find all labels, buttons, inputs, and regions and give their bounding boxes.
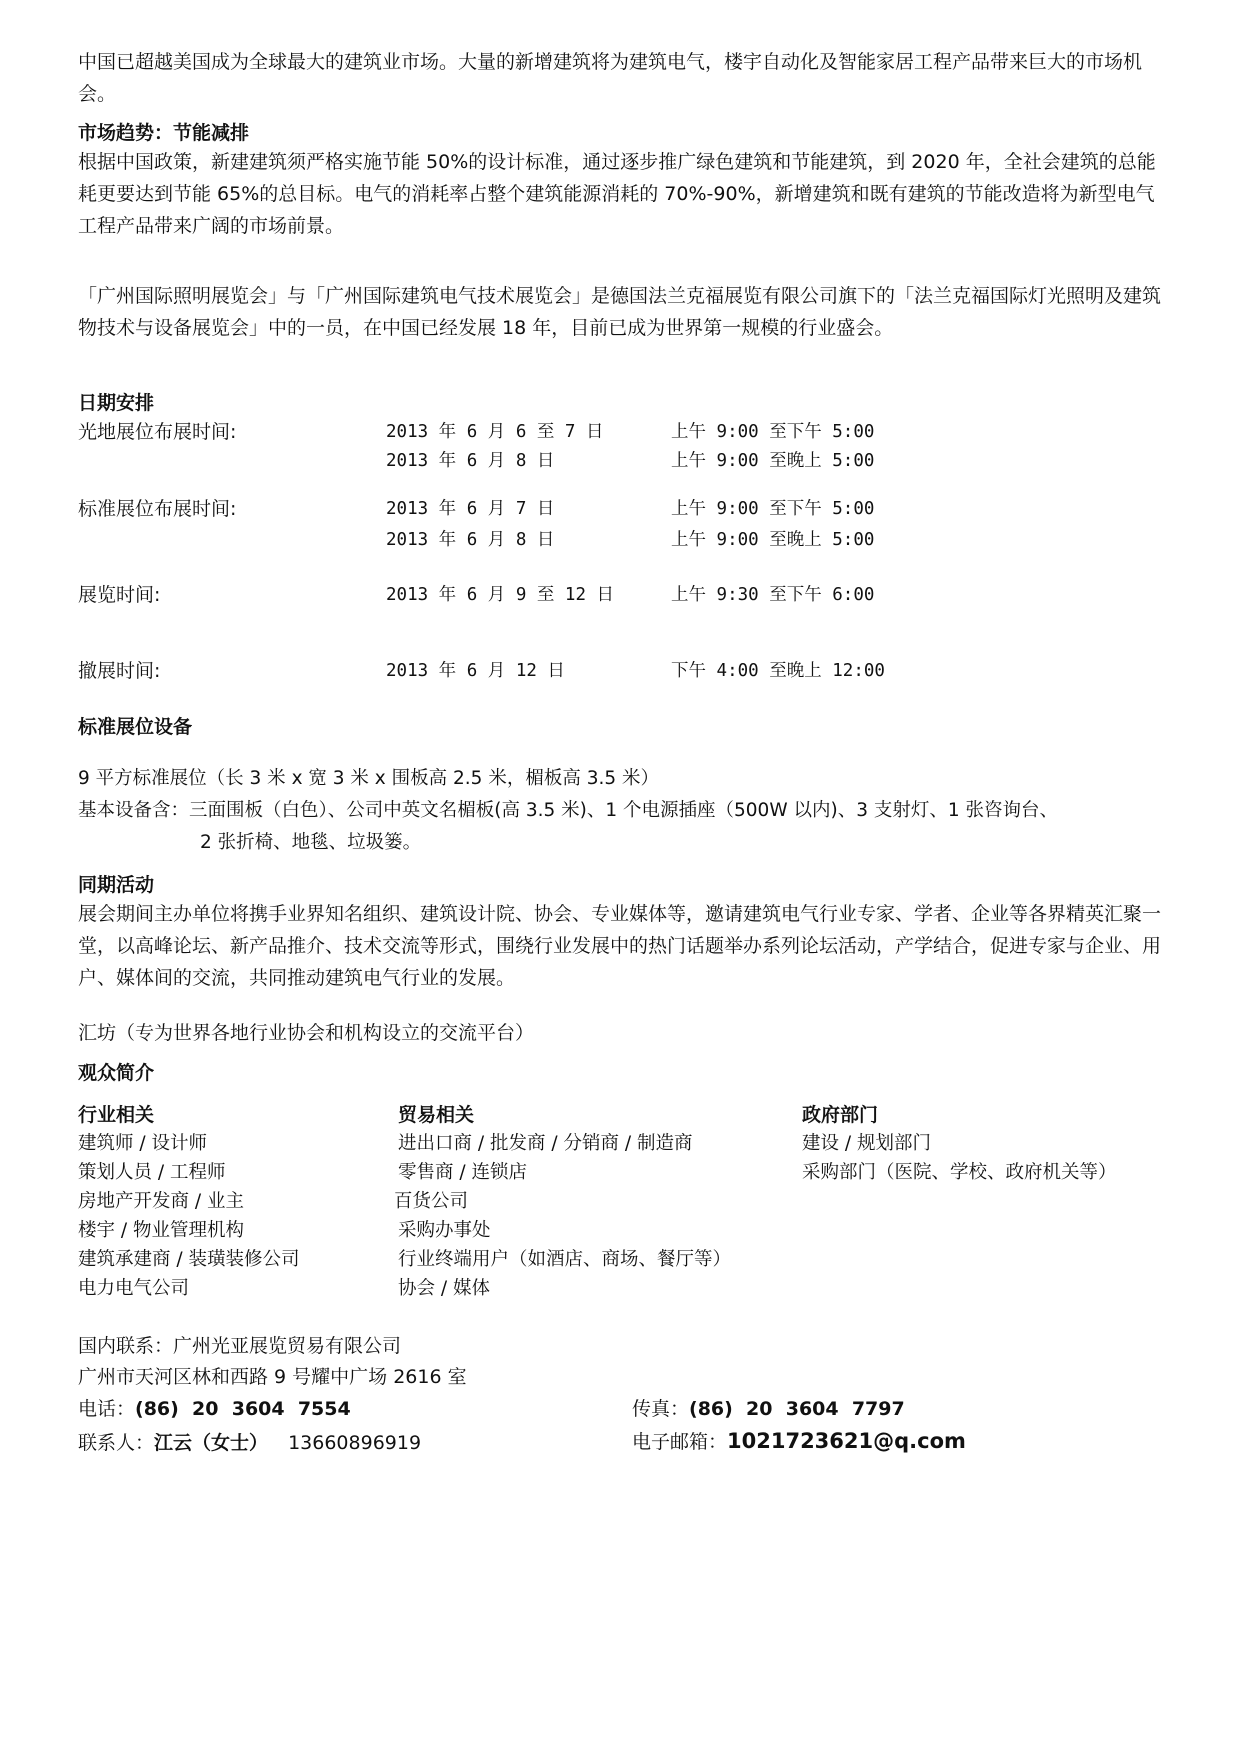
audience-item: 行业终端用户（如酒店、商场、餐厅等） (398, 1249, 732, 1270)
schedule-date: 2013 年 6 月 9 至 12 日 (386, 585, 615, 605)
trend-heading: 市场趋势：节能减排 (78, 122, 250, 144)
audience-item: 百货公司 (394, 1191, 469, 1212)
schedule-time: 上午 9:00 至下午 5:00 (671, 422, 875, 442)
schedule-label: 展览时间: (78, 584, 161, 606)
fax-number: (86) 20 3604 7797 (689, 1398, 905, 1420)
schedule-label: 撤展时间: (78, 660, 161, 682)
audience-item: 建筑承建商 / 装璜装修公司 (78, 1249, 300, 1270)
intro-paragraph-2: 根据中国政策，新建建筑须严格实施节能 50%的设计标准，通过逐步推广绿色建筑和节能建筑，到 2020 年，全社会建筑的总能耗更要达到节能 65%的总目标。电气的消耗率占整个建筑能源消耗的 70%-90%，新增建筑和既有建筑的节能改造将为新型电气工程产品带来广阔的市场前景。 (78, 151, 1156, 237)
intro-paragraph-1: 中国已超越美国成为全球最大的建筑业市场。大量的新增建筑将为建筑电气，楼宇自动化及智能家居工程产品带来巨大的市场机会。 (78, 51, 1143, 105)
schedule-time: 上午 9:00 至晚上 5:00 (671, 451, 875, 471)
schedule-date: 2013 年 6 月 6 至 7 日 (386, 422, 604, 442)
events-paragraph: 展会期间主办单位将携手业界知名组织、建筑设计院、协会、专业媒体等，邀请建筑电气行业专家、学者、企业等各界精英汇聚一堂，以高峰论坛、新产品推介、技术交流等形式，围绕行业发展中的热门话题举办系列论坛活动，产学结合，促进专家与企业、用户、媒体间的交流，共同推动建筑电气行业的发展。 (78, 903, 1162, 989)
intro-paragraph-3: 「广州国际照明展览会」与「广州国际建筑电气技术展览会」是德国法兰克福展览有限公司旗下的「法兰克福国际灯光照明及建筑物技术与设备展览会」中的一员，在中国已经发展 18 年，目前已成为世界第一规模的行业盛会。 (78, 285, 1162, 339)
schedule-date: 2013 年 6 月 8 日 (386, 530, 555, 550)
person-label: 联系人： (78, 1432, 155, 1454)
schedule-label: 标准展位布展时间: (78, 498, 237, 520)
audience-item: 建筑师 / 设计师 (78, 1133, 207, 1154)
schedule-time: 下午 4:00 至晚上 12:00 (671, 661, 885, 681)
phone-number: (86) 20 3604 7554 (135, 1398, 351, 1420)
contact-address: 广州市天河区林和西路 9 号耀中广场 2616 室 (78, 1366, 467, 1388)
audience-column-title: 政府部门 (802, 1104, 879, 1126)
audience-column-title: 贸易相关 (398, 1104, 475, 1126)
schedule-time: 上午 9:00 至下午 5:00 (671, 499, 875, 519)
contact-fax (632, 1394, 905, 1421)
contact-company: 国内联系：广州光亚展览贸易有限公司 (78, 1335, 402, 1357)
schedule-date: 2013 年 6 月 7 日 (386, 499, 555, 519)
audience-item: 零售商 / 连锁店 (398, 1162, 527, 1183)
schedule-label: 光地展位布展时间: (78, 421, 237, 443)
schedule-time: 上午 9:30 至下午 6:00 (671, 585, 875, 605)
audience-column-title: 行业相关 (78, 1104, 155, 1126)
booth-heading: 标准展位设备 (78, 716, 193, 738)
audience-heading: 观众简介 (78, 1062, 155, 1084)
person-name: 江云（女士） (154, 1432, 269, 1454)
audience-item: 电力电气公司 (78, 1278, 190, 1299)
booth-line-2: 基本设备含：三面围板（白色）、公司中英文名楣板(高 3.5 米)、1 个电源插座（500W 以内)、3 支射灯、1 张咨询台、 (78, 800, 1059, 821)
booth-line-3: 2 张折椅、地毯、垃圾篓。 (200, 832, 422, 853)
audience-item: 采购办事处 (398, 1220, 491, 1241)
huifang-note: 汇坊（专为世界各地行业协会和机构设立的交流平台） (78, 1022, 535, 1044)
schedule-date: 2013 年 6 月 12 日 (386, 661, 565, 681)
audience-item: 楼宇 / 物业管理机构 (78, 1220, 244, 1241)
phone-label: 电话： (78, 1398, 136, 1420)
email-label: 电子邮箱： (632, 1431, 728, 1453)
audience-item: 建设 / 规划部门 (802, 1133, 931, 1154)
email-address[interactable]: 1021723621@q.com (727, 1429, 966, 1453)
person-mobile: 13660896919 (288, 1432, 422, 1454)
contact-email (632, 1427, 966, 1454)
schedule-heading: 日期安排 (78, 392, 155, 414)
audience-item: 进出口商 / 批发商 / 分销商 / 制造商 (398, 1133, 693, 1154)
audience-item: 采购部门（医院、学校、政府机关等） (802, 1162, 1117, 1183)
audience-item: 房地产开发商 / 业主 (78, 1191, 244, 1212)
contact-phone (78, 1394, 351, 1421)
booth-line-1: 9 平方标准展位（长 3 米 x 宽 3 米 x 围板高 2.5 米，楣板高 3.5 米） (78, 768, 659, 789)
fax-label: 传真： (632, 1398, 690, 1420)
schedule-date: 2013 年 6 月 8 日 (386, 451, 555, 471)
contact-person (78, 1428, 421, 1455)
schedule-time: 上午 9:00 至晚上 5:00 (671, 530, 875, 550)
events-heading: 同期活动 (78, 874, 155, 896)
audience-item: 协会 / 媒体 (398, 1278, 490, 1299)
audience-item: 策划人员 / 工程师 (78, 1162, 226, 1183)
